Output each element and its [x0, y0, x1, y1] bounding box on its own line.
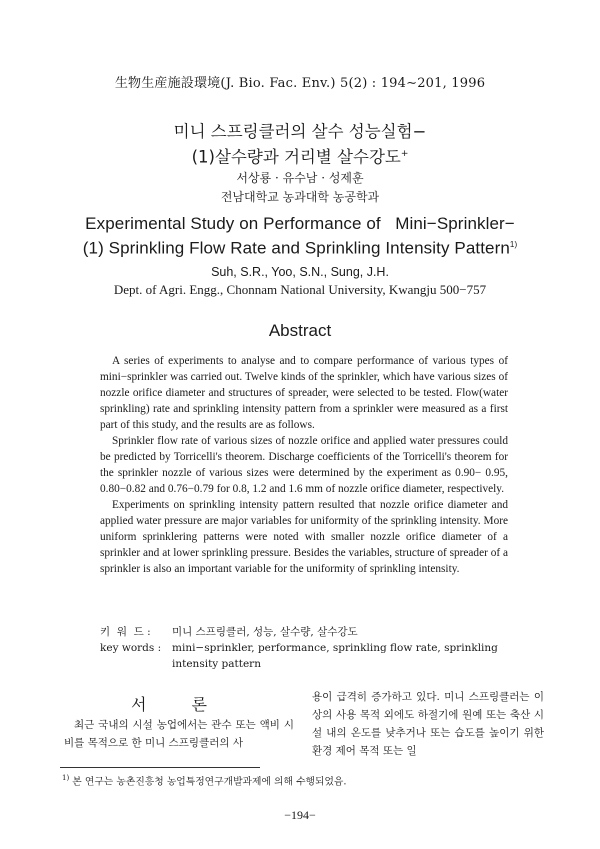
intro-text-left: 최근 국내의 시설 농업에서는 관수 또는 액비 시비를 목적으로 한 미니 스프링클러의 사 [64, 719, 294, 749]
korean-author-names: 서상룡 · 유수남 · 성제훈 [236, 171, 364, 185]
keywords-ko-label: 키 워 드 : [100, 626, 151, 638]
abstract-body [100, 353, 508, 577]
abstract-paragraph: Sprinkler flow rate of various sizes of nozzle orifice and applied water pressures could be predicted by Torricelli's theorem. Discharge coefficients of the Torricelli's theorem for the sprinkler nozzle of various sizes were determined by the experiment as 0.90− 0.95, 0.80−0.82 and 0.76−0.79 for 0.8, 1.2 and 1.6 mm of nozzle orifice diameter, respectively. [100, 435, 508, 495]
keywords-block [100, 624, 510, 672]
body-column-left [64, 716, 294, 752]
abstract-paragraph: A series of experiments to analyse and to compare performance of various types of mini−sprinkler was carried out. Twelve kinds of the sprinkler, which have various sizes of nozzle orifice diameter and structures of spreader, were selected to be tested. Flow(water sprinkling) rate and sprinkling intensity pattern from a sprinkler were measured as a first part of this study, and the results are as follows. [100, 355, 508, 431]
english-title-footnote-marker: 1) [509, 240, 518, 249]
korean-title-line1: 미니 스프링클러의 살수 성능실험− [173, 122, 427, 141]
footnote-text: 본 연구는 농촌진흥청 농업특정연구개발과제에 의해 수행되었음. [69, 776, 347, 788]
english-authors: Suh, S.R., Yoo, S.N., Sung, J.H. [211, 265, 389, 279]
english-title-line1: Experimental Study on Performance of Mini−Sprinkler− [85, 214, 515, 233]
journal-citation: 生物生産施設環境(J. Bio. Fac. Env.) 5(2) : 194∼201, 1996 [114, 76, 486, 91]
footnote-divider [60, 767, 260, 768]
english-title [0, 213, 600, 259]
introduction-heading: 서 론 [131, 695, 227, 714]
abstract-heading: Abstract [268, 321, 332, 340]
korean-affiliation: 전남대학교 농과대학 농공학과 [220, 190, 380, 204]
intro-text-right: 용이 급격히 증가하고 있다. 미니 스프링클러는 이상의 사용 목적 외에도 하절기에 원예 또는 축산 시설 내의 온도를 낮추거나 또는 습도를 높이기 위한 환경 제어 목적 또는 일 [312, 691, 544, 757]
keywords-en-row [100, 640, 510, 672]
footnote [62, 771, 542, 789]
page-number: −194− [284, 808, 316, 822]
korean-title-line2: (1)살수량과 거리별 살수강도+ [191, 147, 409, 167]
korean-authors [0, 169, 600, 207]
abstract-paragraph: Experiments on sprinkling intensity pattern resulted that nozzle orifice diameter and applied water pressure are major variables for uniformity of the sprinkling intensity. More uniform sprinklering patterns were noted with smaller nozzle orifice diameter of a sprinkler and at lower sprinkling pressure. Besides the variables, structure of spreader of a sprinkler is also an important variable for the uniformity of sprinkling intensity. [100, 499, 508, 575]
keywords-ko-value: 미니 스프링클러, 성능, 살수량, 살수강도 [172, 626, 358, 638]
english-title-line2: (1) Sprinkling Flow Rate and Sprinkling Intensity Pattern$^{1)}$ [82, 238, 518, 258]
korean-title [0, 120, 600, 169]
keywords-en-label: key words : [100, 642, 162, 654]
footnote-marker: 1) [62, 774, 70, 782]
keywords-en-value: mini−sprinkler, performance, sprinkling flow rate, sprinkling intensity pattern [172, 642, 498, 670]
title-footnote-marker: + [400, 149, 409, 159]
english-affiliation: Dept. of Agri. Engg., Chonnam National University, Kwangju 500−757 [113, 282, 487, 297]
body-column-right [312, 688, 544, 760]
keywords-ko-row [100, 624, 510, 640]
